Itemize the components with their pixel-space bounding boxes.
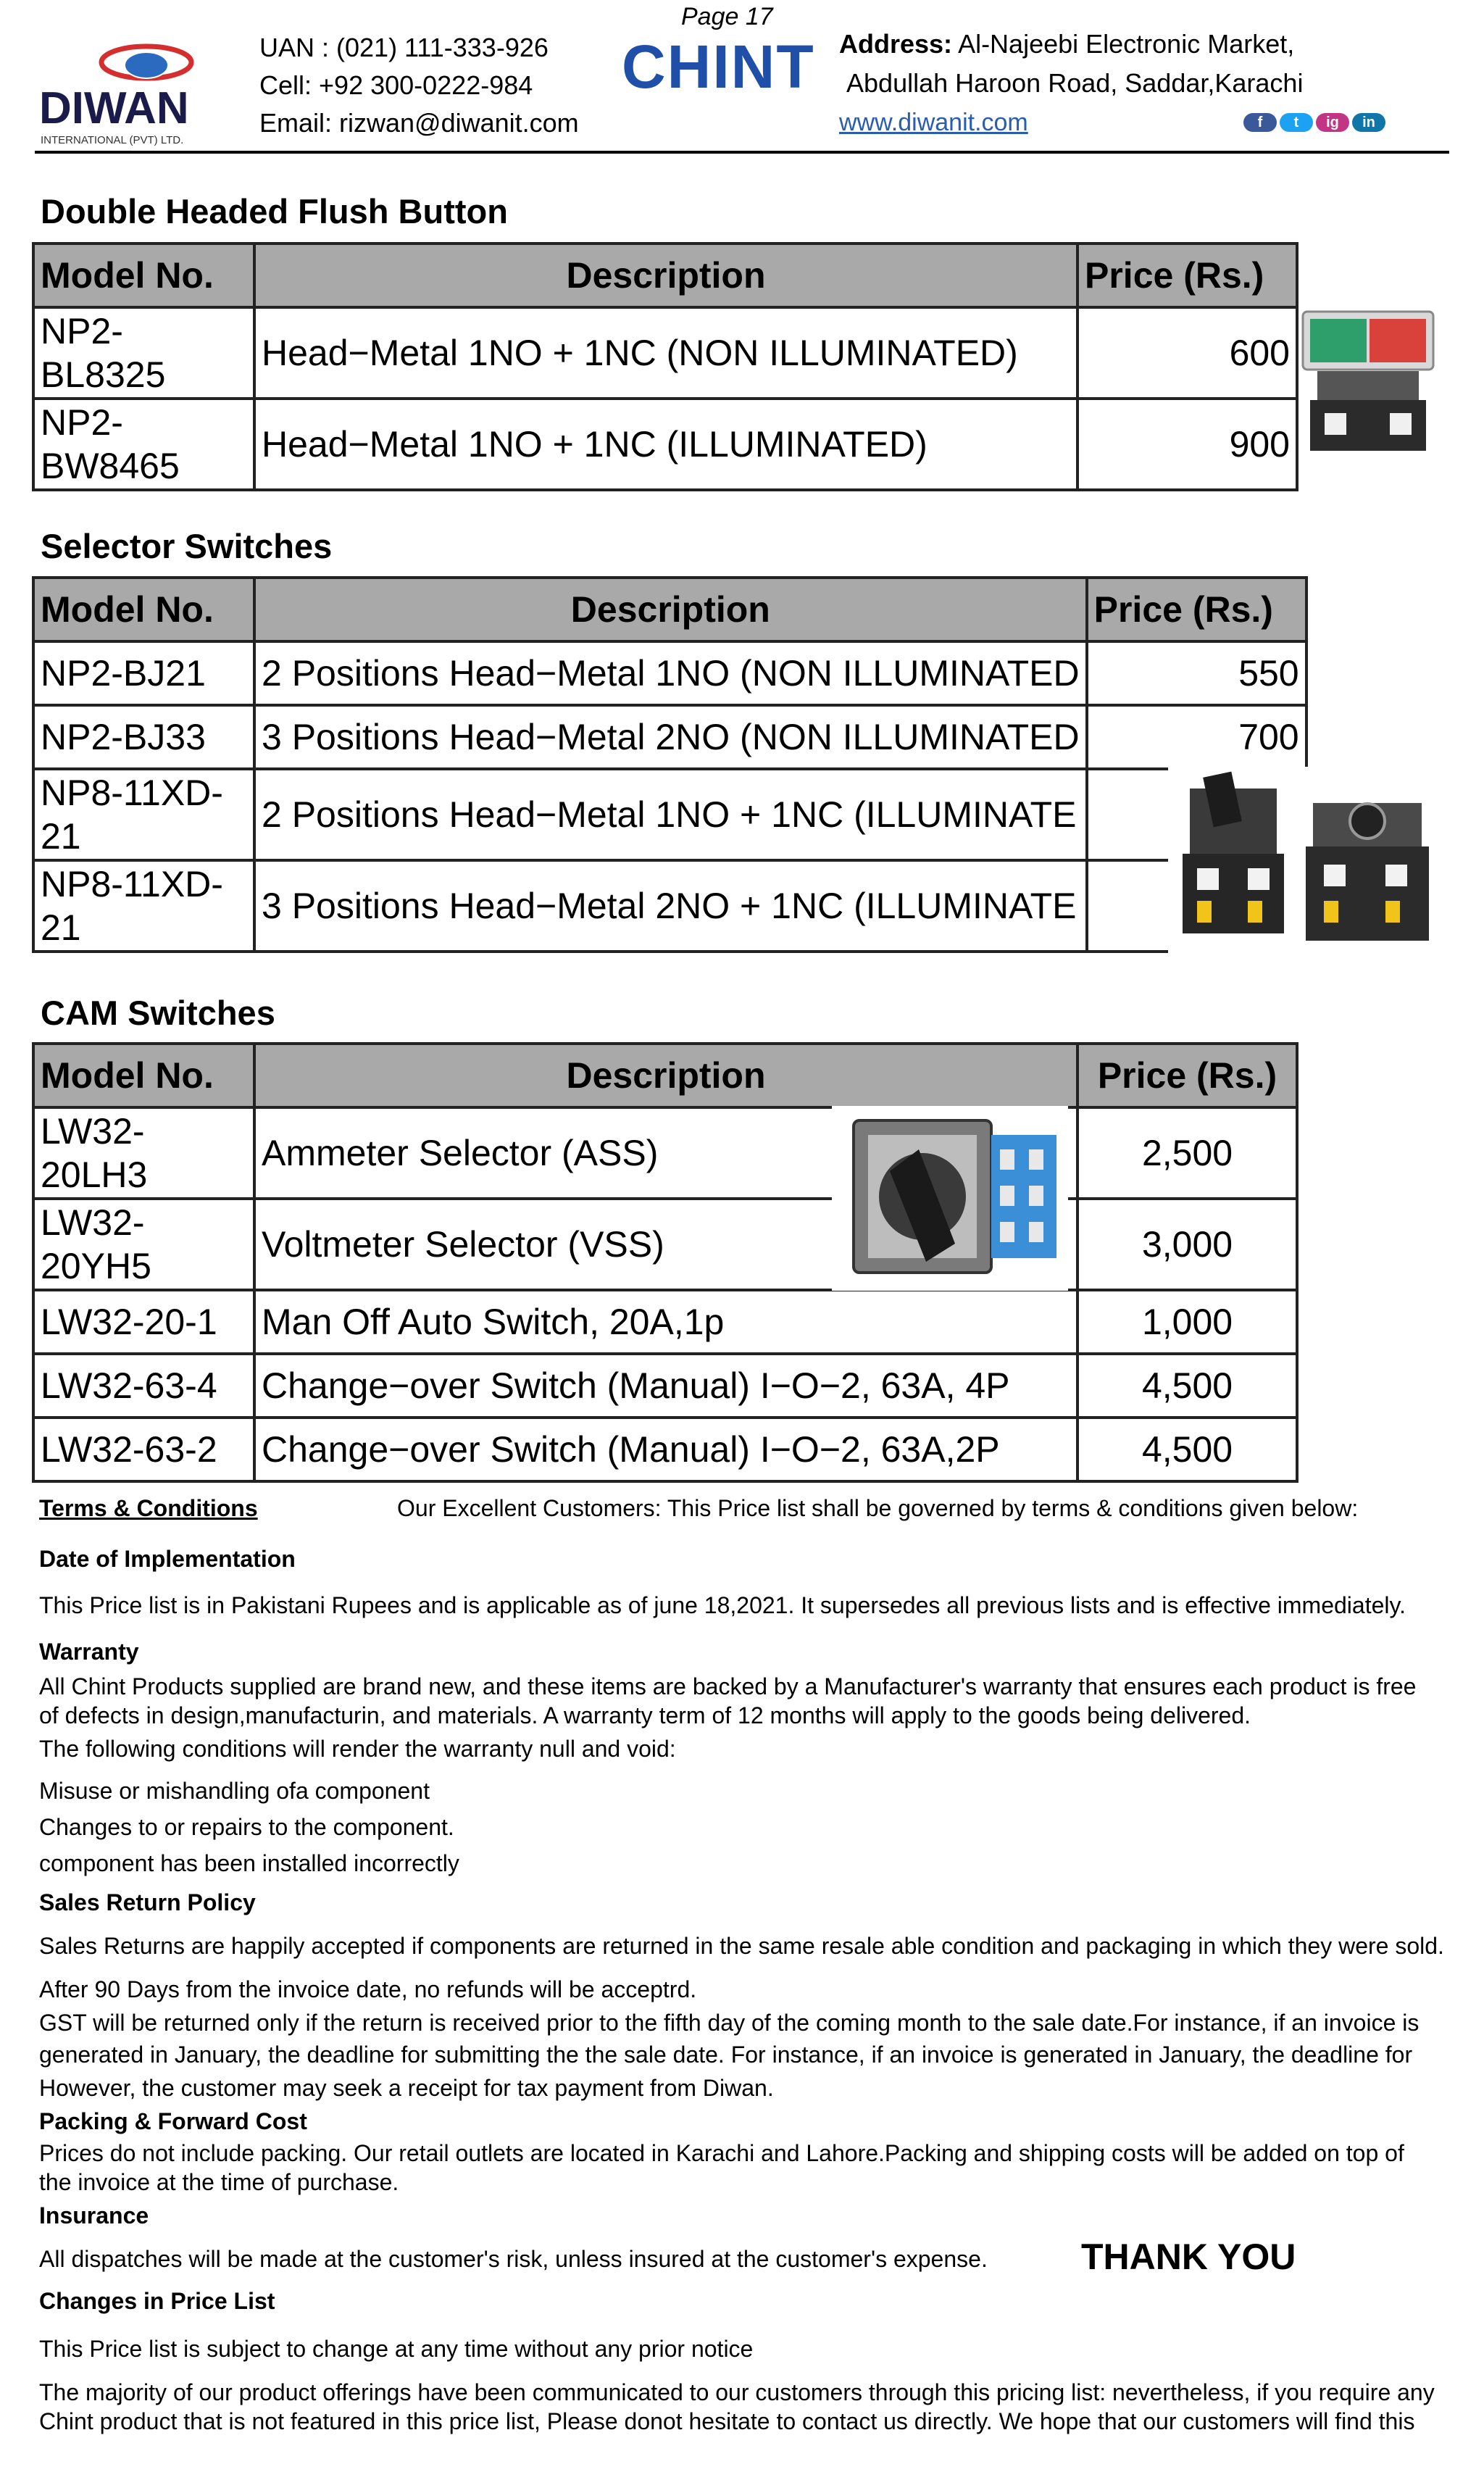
model-cell: LW32-63-2 bbox=[33, 1418, 254, 1481]
address-block bbox=[839, 25, 1303, 103]
table-row bbox=[33, 641, 1306, 705]
final-text-2: Chint product that is not featured in this price list, Please donot hesitate to contact us directly. We hope that our customers will find this bbox=[39, 2408, 1415, 2434]
diwan-logo bbox=[38, 36, 248, 152]
address-line-2: Abdullah Haroon Road, Saddar,Karachi bbox=[846, 68, 1304, 98]
model-cell: NP2-BL8325 bbox=[33, 307, 254, 399]
address-line-1: Al-Najeebi Electronic Market, bbox=[958, 29, 1295, 59]
description-cell: 3 Positions Head−Metal 2NO + 1NC (ILLUMINATE bbox=[254, 860, 1087, 952]
return-text-4: generated in January, the deadline for submitting the the sale date. For instance, if an invoice is generated in January, the deadline for bbox=[39, 2042, 1413, 2068]
section-title-flush: Double Headed Flush Button bbox=[41, 192, 508, 230]
header-price: Price (Rs.) bbox=[1077, 1044, 1297, 1107]
model-cell: NP8-11XD-21 bbox=[33, 860, 254, 952]
price-cell: 550 bbox=[1087, 641, 1306, 705]
model-cell: NP2-BW8465 bbox=[33, 399, 254, 490]
header-model: Model No. bbox=[33, 578, 254, 641]
description-cell: Head−Metal 1NO + 1NC (ILLUMINATED) bbox=[254, 399, 1077, 490]
contact-block bbox=[259, 29, 579, 142]
description-cell: Head−Metal 1NO + 1NC (NON ILLUMINATED) bbox=[254, 307, 1077, 399]
table-header-row bbox=[33, 244, 1297, 307]
flush-button-image bbox=[1296, 304, 1441, 467]
description-cell: Change−over Switch (Manual) I−O−2, 63A, 4P bbox=[254, 1354, 1077, 1418]
return-text-3: GST will be returned only if the return is received prior to the fifth day of the coming month to the sale date.For instance, if an invoice is bbox=[39, 2010, 1420, 2036]
linkedin-icon[interactable]: in bbox=[1352, 113, 1385, 132]
price-cell: 700 bbox=[1087, 705, 1306, 769]
insurance-text: All dispatches will be made at the customer's risk, unless insured at the customer's expense. bbox=[39, 2246, 988, 2272]
description-cell: Change−over Switch (Manual) I−O−2, 63A,2P bbox=[254, 1418, 1077, 1481]
warranty-text-2: of defects in design,manufacturin, and materials. A warranty term of 12 months will apply to the goods being delivered. bbox=[39, 1702, 1251, 1728]
selector-switch-image bbox=[1168, 767, 1458, 959]
selector-switch-table bbox=[32, 576, 1308, 953]
date-heading: Date of Implementation bbox=[39, 1546, 296, 1572]
price-cell: 1,000 bbox=[1077, 1290, 1297, 1354]
table-row bbox=[33, 1199, 1297, 1290]
model-cell: NP2-BJ33 bbox=[33, 705, 254, 769]
void-condition-2: Changes to or repairs to the component. bbox=[39, 1814, 454, 1840]
description-cell: 2 Positions Head−Metal 1NO + 1NC (ILLUMINATE bbox=[254, 769, 1087, 860]
website-link[interactable]: www.diwanit.com bbox=[839, 109, 1028, 136]
model-cell: NP2-BJ21 bbox=[33, 641, 254, 705]
model-cell: NP8-11XD-21 bbox=[33, 769, 254, 860]
date-text: This Price list is in Pakistani Rupees and is applicable as of june 18,2021. It supersedes all previous lists and is effective immediately. bbox=[39, 1592, 1406, 1618]
section-title-selector: Selector Switches bbox=[41, 527, 333, 565]
header-price: Price (Rs.) bbox=[1087, 578, 1306, 641]
table-header-row bbox=[33, 1044, 1297, 1107]
header-description: Description bbox=[254, 578, 1087, 641]
header-model: Model No. bbox=[33, 244, 254, 307]
header-description: Description bbox=[254, 244, 1077, 307]
address-label: Address: bbox=[839, 29, 953, 59]
description-cell: 2 Positions Head−Metal 1NO (NON ILLUMINATED bbox=[254, 641, 1087, 705]
table-row bbox=[33, 1107, 1297, 1199]
terms-heading: Terms & Conditions bbox=[39, 1495, 258, 1521]
return-text-5: However, the customer may seek a receipt for tax payment from Diwan. bbox=[39, 2075, 774, 2101]
description-cell: Man Off Auto Switch, 20A,1p bbox=[254, 1290, 1077, 1354]
table-row bbox=[33, 399, 1297, 490]
price-cell: 4,500 bbox=[1077, 1354, 1297, 1418]
price-cell: 3,000 bbox=[1077, 1199, 1297, 1290]
table-row bbox=[33, 1290, 1297, 1354]
return-text-2: After 90 Days from the invoice date, no refunds will be acceptrd. bbox=[39, 1976, 697, 2002]
table-row bbox=[33, 1418, 1297, 1481]
final-text-1: The majority of our product offerings have been communicated to our customers through this pricing list: nevertheless, if you require any bbox=[39, 2379, 1435, 2405]
twitter-icon[interactable]: t bbox=[1280, 113, 1313, 132]
chint-logo bbox=[622, 32, 815, 102]
description-cell: Ammeter Selector (ASS) bbox=[254, 1107, 1077, 1199]
header-description: Description bbox=[254, 1044, 1077, 1107]
facebook-icon[interactable]: f bbox=[1243, 113, 1277, 132]
header-model: Model No. bbox=[33, 1044, 254, 1107]
warranty-heading: Warranty bbox=[39, 1639, 139, 1665]
thank-you-text: THANK YOU bbox=[1081, 2236, 1296, 2277]
cam-switch-image bbox=[832, 1106, 1068, 1291]
logo-subtext: INTERNATIONAL (PVT) LTD. bbox=[41, 134, 184, 146]
email-address: Email: rizwan@diwanit.com bbox=[259, 108, 579, 138]
changes-text: This Price list is subject to change at any time without any prior notice bbox=[39, 2336, 754, 2362]
header-divider bbox=[35, 151, 1449, 154]
return-text-1: Sales Returns are happily accepted if components are returned in the same resale able condition and packaging in which they were sold. bbox=[39, 1933, 1444, 1959]
table-row bbox=[33, 860, 1306, 952]
model-cell: LW32-63-4 bbox=[33, 1354, 254, 1418]
price-cell: 4,500 bbox=[1077, 1418, 1297, 1481]
return-heading: Sales Return Policy bbox=[39, 1889, 256, 1915]
model-cell: LW32-20YH5 bbox=[33, 1199, 254, 1290]
packing-heading: Packing & Forward Cost bbox=[39, 2108, 307, 2134]
chint-logo-text: CHINT bbox=[622, 33, 815, 101]
cam-switch-table bbox=[32, 1042, 1298, 1483]
description-cell: 3 Positions Head−Metal 2NO (NON ILLUMINATED bbox=[254, 705, 1087, 769]
void-condition-1: Misuse or mishandling ofa component bbox=[39, 1778, 430, 1804]
description-cell: Voltmeter Selector (VSS) bbox=[254, 1199, 1077, 1290]
void-condition-3: component has been installed incorrectly bbox=[39, 1850, 459, 1876]
packing-text-2: the invoice at the time of purchase. bbox=[39, 2169, 399, 2195]
page-number: Page 17 bbox=[681, 3, 773, 30]
price-cell: 600 bbox=[1077, 307, 1297, 399]
packing-text-1: Prices do not include packing. Our retail outlets are located in Karachi and Lahore.Packing and shipping costs will be added on top of bbox=[39, 2140, 1404, 2166]
social-links bbox=[1243, 113, 1385, 132]
table-row bbox=[33, 1354, 1297, 1418]
price-cell: 2,500 bbox=[1077, 1107, 1297, 1199]
table-row bbox=[33, 705, 1306, 769]
cell-number: Cell: +92 300-0222-984 bbox=[259, 70, 533, 100]
section-title-cam: CAM Switches bbox=[41, 994, 275, 1032]
warranty-text-3: The following conditions will render the warranty null and void: bbox=[39, 1736, 676, 1762]
warranty-text-1: All Chint Products supplied are brand new, and these items are backed by a Manufacturer's warranty that ensures each product is free bbox=[39, 1673, 1417, 1699]
uan-number: UAN : (021) 111-333-926 bbox=[259, 33, 549, 62]
table-row bbox=[33, 769, 1306, 860]
logo-text: DIWAN bbox=[39, 83, 189, 133]
table-header-row bbox=[33, 578, 1306, 641]
changes-heading: Changes in Price List bbox=[39, 2288, 275, 2314]
table-row bbox=[33, 307, 1297, 399]
terms-intro: Our Excellent Customers: This Price list shall be governed by terms & conditions given below: bbox=[397, 1495, 1359, 1521]
instagram-icon[interactable]: ig bbox=[1316, 113, 1349, 132]
header-price: Price (Rs.) bbox=[1077, 244, 1297, 307]
flush-button-table bbox=[32, 242, 1298, 491]
price-cell: 900 bbox=[1077, 399, 1297, 490]
insurance-heading: Insurance bbox=[39, 2202, 149, 2229]
model-cell: LW32-20-1 bbox=[33, 1290, 254, 1354]
model-cell: LW32-20LH3 bbox=[33, 1107, 254, 1199]
